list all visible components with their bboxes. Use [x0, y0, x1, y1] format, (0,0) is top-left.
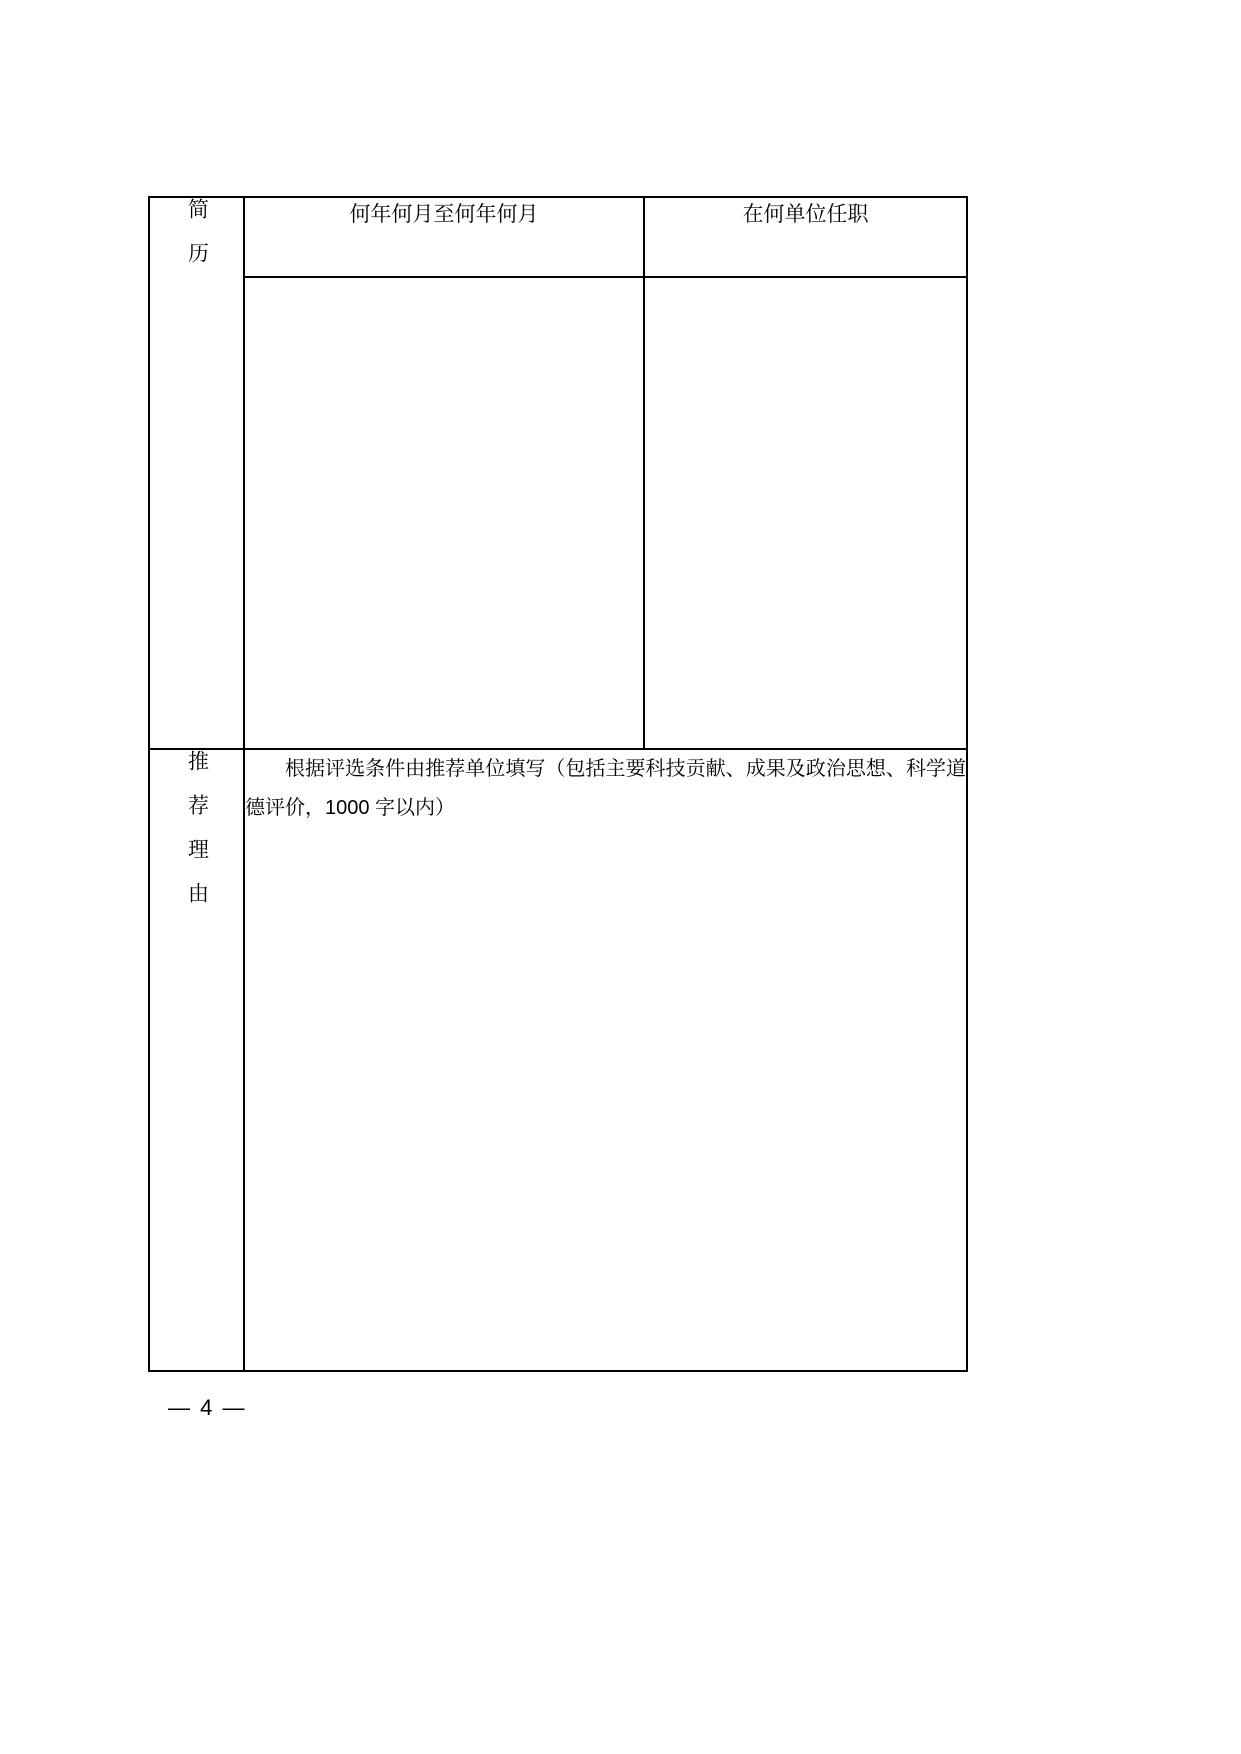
- resume-label-cell: [149, 197, 244, 749]
- resume-label: 简 历: [185, 198, 209, 263]
- recommendation-form-table: [148, 196, 968, 1372]
- reason-instruction-text: 根据评选条件由推荐单位填写（包括主要科技贡献、成果及政治思想、科学道德评价，1000 字以内）: [245, 758, 966, 819]
- reason-content-cell[interactable]: [244, 749, 967, 1371]
- resume-period-field[interactable]: [244, 277, 644, 749]
- table-row-resume-entry: [149, 277, 967, 749]
- column-header-position: 在何单位任职: [644, 197, 967, 277]
- column-header-period: 何年何月至何年何月: [244, 197, 644, 277]
- reason-label-cell: [149, 749, 244, 1371]
- page-number: — 4 —: [168, 1395, 247, 1420]
- reason-label: 推 荐 理 由: [185, 750, 209, 903]
- table-row-header: [149, 197, 967, 277]
- table-row-reason: [149, 749, 967, 1371]
- resume-position-field[interactable]: [644, 277, 967, 749]
